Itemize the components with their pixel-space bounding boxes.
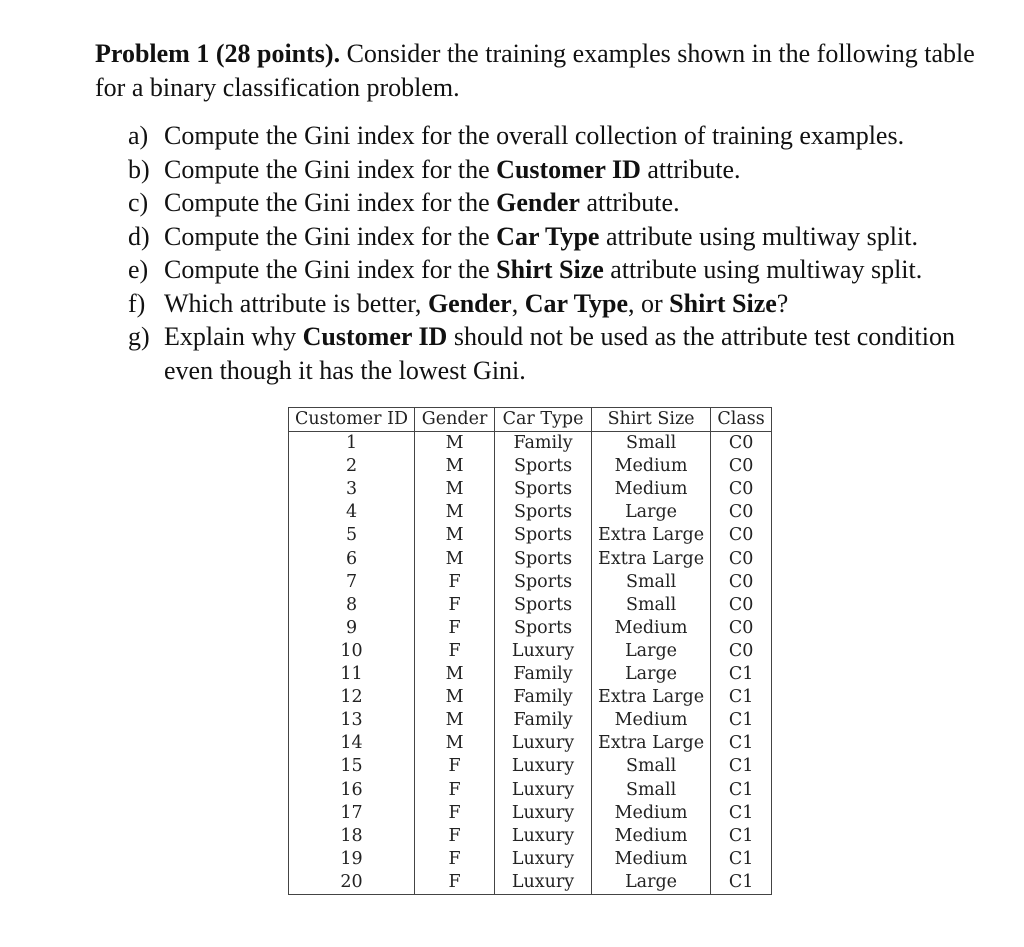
cell-customer-id: 19 bbox=[289, 848, 415, 871]
question-item bbox=[128, 253, 1008, 287]
table-row bbox=[289, 663, 772, 686]
table-row bbox=[289, 432, 772, 456]
cell-gender: F bbox=[415, 640, 495, 663]
cell-customer-id: 10 bbox=[289, 640, 415, 663]
cell-shirt-size: Large bbox=[592, 871, 711, 895]
question-letter: e) bbox=[128, 255, 149, 284]
cell-car-type: Luxury bbox=[495, 802, 592, 825]
cell-car-type: Luxury bbox=[495, 871, 592, 895]
cell-car-type: Sports bbox=[495, 478, 592, 501]
question-text: attribute. bbox=[579, 188, 680, 217]
question-emphasis: Gender bbox=[427, 288, 512, 318]
cell-shirt-size: Medium bbox=[592, 709, 711, 732]
cell-class: C0 bbox=[711, 432, 772, 456]
cell-car-type: Luxury bbox=[495, 732, 592, 755]
cell-shirt-size: Small bbox=[592, 571, 711, 594]
cell-gender: F bbox=[415, 617, 495, 640]
cell-car-type: Sports bbox=[495, 571, 592, 594]
table-row bbox=[289, 524, 772, 547]
cell-car-type: Family bbox=[495, 686, 592, 709]
cell-shirt-size: Extra Large bbox=[592, 686, 711, 709]
question-text: Explain why bbox=[164, 322, 303, 351]
table-row bbox=[289, 871, 772, 895]
table-row bbox=[289, 548, 772, 571]
cell-gender: F bbox=[415, 802, 495, 825]
cell-shirt-size: Extra Large bbox=[592, 524, 711, 547]
question-item bbox=[128, 153, 1008, 187]
cell-class: C0 bbox=[711, 524, 772, 547]
cell-class: C0 bbox=[711, 455, 772, 478]
cell-gender: M bbox=[415, 686, 495, 709]
question-text: , bbox=[511, 288, 525, 318]
question-text: Compute the Gini index for the bbox=[164, 255, 497, 284]
cell-car-type: Sports bbox=[495, 524, 592, 547]
cell-shirt-size: Extra Large bbox=[592, 548, 711, 571]
cell-customer-id: 15 bbox=[289, 755, 415, 778]
question-text: Compute the Gini index for the bbox=[164, 154, 497, 184]
cell-shirt-size: Small bbox=[592, 779, 711, 802]
table-row bbox=[289, 709, 772, 732]
question-text: ? bbox=[776, 288, 789, 318]
cell-gender: M bbox=[415, 455, 495, 478]
cell-car-type: Sports bbox=[495, 594, 592, 617]
question-emphasis: Customer ID bbox=[496, 154, 641, 184]
cell-shirt-size: Medium bbox=[592, 478, 711, 501]
cell-gender: F bbox=[415, 871, 495, 895]
training-examples-table bbox=[288, 407, 772, 895]
cell-car-type: Luxury bbox=[495, 825, 592, 848]
question-emphasis: Shirt Size bbox=[496, 255, 604, 284]
cell-class: C0 bbox=[711, 501, 772, 524]
table-row bbox=[289, 617, 772, 640]
cell-class: C0 bbox=[711, 478, 772, 501]
question-letter: b) bbox=[128, 154, 150, 184]
cell-customer-id: 13 bbox=[289, 709, 415, 732]
cell-gender: M bbox=[415, 709, 495, 732]
question-text: Compute the Gini index for the overall collection of training examples. bbox=[164, 121, 905, 150]
cell-gender: M bbox=[415, 663, 495, 686]
cell-gender: F bbox=[415, 755, 495, 778]
cell-class: C0 bbox=[711, 571, 772, 594]
question-emphasis: Car Type bbox=[524, 288, 628, 318]
cell-customer-id: 8 bbox=[289, 594, 415, 617]
cell-customer-id: 7 bbox=[289, 571, 415, 594]
cell-shirt-size: Medium bbox=[592, 617, 711, 640]
question-item bbox=[128, 287, 1008, 321]
cell-shirt-size: Medium bbox=[592, 802, 711, 825]
question-letter: d) bbox=[128, 221, 150, 251]
cell-shirt-size: Medium bbox=[592, 825, 711, 848]
cell-class: C1 bbox=[711, 802, 772, 825]
cell-shirt-size: Large bbox=[592, 663, 711, 686]
problem-intro: Consider the training examples shown in the following table for a binary classification problem. bbox=[95, 39, 975, 102]
cell-shirt-size: Medium bbox=[592, 455, 711, 478]
cell-car-type: Sports bbox=[495, 455, 592, 478]
table-row bbox=[289, 802, 772, 825]
cell-customer-id: 17 bbox=[289, 802, 415, 825]
question-text: attribute. bbox=[640, 154, 741, 184]
cell-shirt-size: Large bbox=[592, 501, 711, 524]
cell-gender: M bbox=[415, 501, 495, 524]
cell-class: C1 bbox=[711, 686, 772, 709]
cell-customer-id: 18 bbox=[289, 825, 415, 848]
cell-gender: M bbox=[415, 432, 495, 456]
problem-heading: Problem 1 (28 points). bbox=[95, 39, 341, 68]
cell-gender: M bbox=[415, 478, 495, 501]
cell-customer-id: 4 bbox=[289, 501, 415, 524]
cell-shirt-size: Extra Large bbox=[592, 732, 711, 755]
table-row bbox=[289, 779, 772, 802]
cell-class: C1 bbox=[711, 825, 772, 848]
table-row bbox=[289, 686, 772, 709]
table-row bbox=[289, 594, 772, 617]
cell-class: C1 bbox=[711, 871, 772, 895]
cell-gender: M bbox=[415, 548, 495, 571]
table-body bbox=[289, 432, 772, 895]
table-row bbox=[289, 825, 772, 848]
table-row bbox=[289, 501, 772, 524]
question-letter: f) bbox=[128, 288, 146, 318]
header-class: Class bbox=[711, 408, 772, 432]
cell-gender: F bbox=[415, 779, 495, 802]
cell-class: C1 bbox=[711, 709, 772, 732]
cell-class: C1 bbox=[711, 779, 772, 802]
cell-gender: M bbox=[415, 524, 495, 547]
table-row bbox=[289, 755, 772, 778]
question-text: Compute the Gini index for the bbox=[164, 221, 497, 251]
question-letter: a) bbox=[128, 121, 149, 150]
cell-class: C0 bbox=[711, 594, 772, 617]
cell-class: C0 bbox=[711, 548, 772, 571]
question-text: Which attribute is better, bbox=[164, 288, 428, 318]
question-emphasis: Customer ID bbox=[302, 322, 448, 351]
cell-customer-id: 5 bbox=[289, 524, 415, 547]
cell-class: C0 bbox=[711, 617, 772, 640]
question-emphasis: Shirt Size bbox=[669, 288, 777, 318]
cell-shirt-size: Small bbox=[592, 432, 711, 456]
question-list bbox=[128, 119, 1008, 387]
question-text: , or bbox=[628, 288, 670, 318]
cell-car-type: Family bbox=[495, 663, 592, 686]
cell-car-type: Family bbox=[495, 432, 592, 456]
cell-car-type: Luxury bbox=[495, 779, 592, 802]
cell-customer-id: 16 bbox=[289, 779, 415, 802]
cell-car-type: Sports bbox=[495, 501, 592, 524]
table-header-row bbox=[289, 408, 772, 432]
cell-class: C1 bbox=[711, 732, 772, 755]
table-row bbox=[289, 478, 772, 501]
cell-class: C0 bbox=[711, 640, 772, 663]
question-item bbox=[128, 220, 1008, 254]
question-letter: g) bbox=[128, 322, 150, 351]
header-car-type: Car Type bbox=[495, 408, 592, 432]
cell-gender: F bbox=[415, 594, 495, 617]
cell-car-type: Sports bbox=[495, 548, 592, 571]
cell-car-type: Family bbox=[495, 709, 592, 732]
cell-shirt-size: Small bbox=[592, 755, 711, 778]
question-letter: c) bbox=[128, 188, 149, 217]
table-row bbox=[289, 848, 772, 871]
cell-class: C1 bbox=[711, 663, 772, 686]
cell-car-type: Luxury bbox=[495, 848, 592, 871]
cell-gender: M bbox=[415, 732, 495, 755]
cell-customer-id: 12 bbox=[289, 686, 415, 709]
cell-car-type: Sports bbox=[495, 617, 592, 640]
cell-shirt-size: Large bbox=[592, 640, 711, 663]
cell-customer-id: 1 bbox=[289, 432, 415, 456]
table-row bbox=[289, 732, 772, 755]
question-emphasis: Gender bbox=[496, 188, 580, 217]
question-item bbox=[128, 320, 1008, 387]
question-text: Compute the Gini index for the bbox=[164, 188, 497, 217]
cell-car-type: Luxury bbox=[495, 755, 592, 778]
cell-customer-id: 9 bbox=[289, 617, 415, 640]
cell-shirt-size: Small bbox=[592, 594, 711, 617]
table-row bbox=[289, 640, 772, 663]
cell-customer-id: 20 bbox=[289, 871, 415, 895]
question-item bbox=[128, 186, 1008, 220]
table-row bbox=[289, 455, 772, 478]
question-emphasis: Car Type bbox=[496, 221, 600, 251]
question-text: attribute using multiway split. bbox=[603, 255, 923, 284]
header-gender: Gender bbox=[415, 408, 495, 432]
header-shirt-size: Shirt Size bbox=[592, 408, 711, 432]
cell-gender: F bbox=[415, 571, 495, 594]
cell-customer-id: 2 bbox=[289, 455, 415, 478]
question-text: attribute using multiway split. bbox=[599, 221, 918, 251]
cell-class: C1 bbox=[711, 755, 772, 778]
cell-class: C1 bbox=[711, 848, 772, 871]
question-item bbox=[128, 119, 1008, 153]
cell-customer-id: 6 bbox=[289, 548, 415, 571]
cell-gender: F bbox=[415, 825, 495, 848]
cell-customer-id: 11 bbox=[289, 663, 415, 686]
cell-car-type: Luxury bbox=[495, 640, 592, 663]
cell-gender: F bbox=[415, 848, 495, 871]
table-row bbox=[289, 571, 772, 594]
header-customer-id: Customer ID bbox=[289, 408, 415, 432]
cell-shirt-size: Medium bbox=[592, 848, 711, 871]
question-text: should not be used as the attribute test condition even though it has the lowest Gini. bbox=[164, 322, 955, 385]
cell-customer-id: 14 bbox=[289, 732, 415, 755]
problem-statement bbox=[95, 37, 975, 105]
cell-customer-id: 3 bbox=[289, 478, 415, 501]
